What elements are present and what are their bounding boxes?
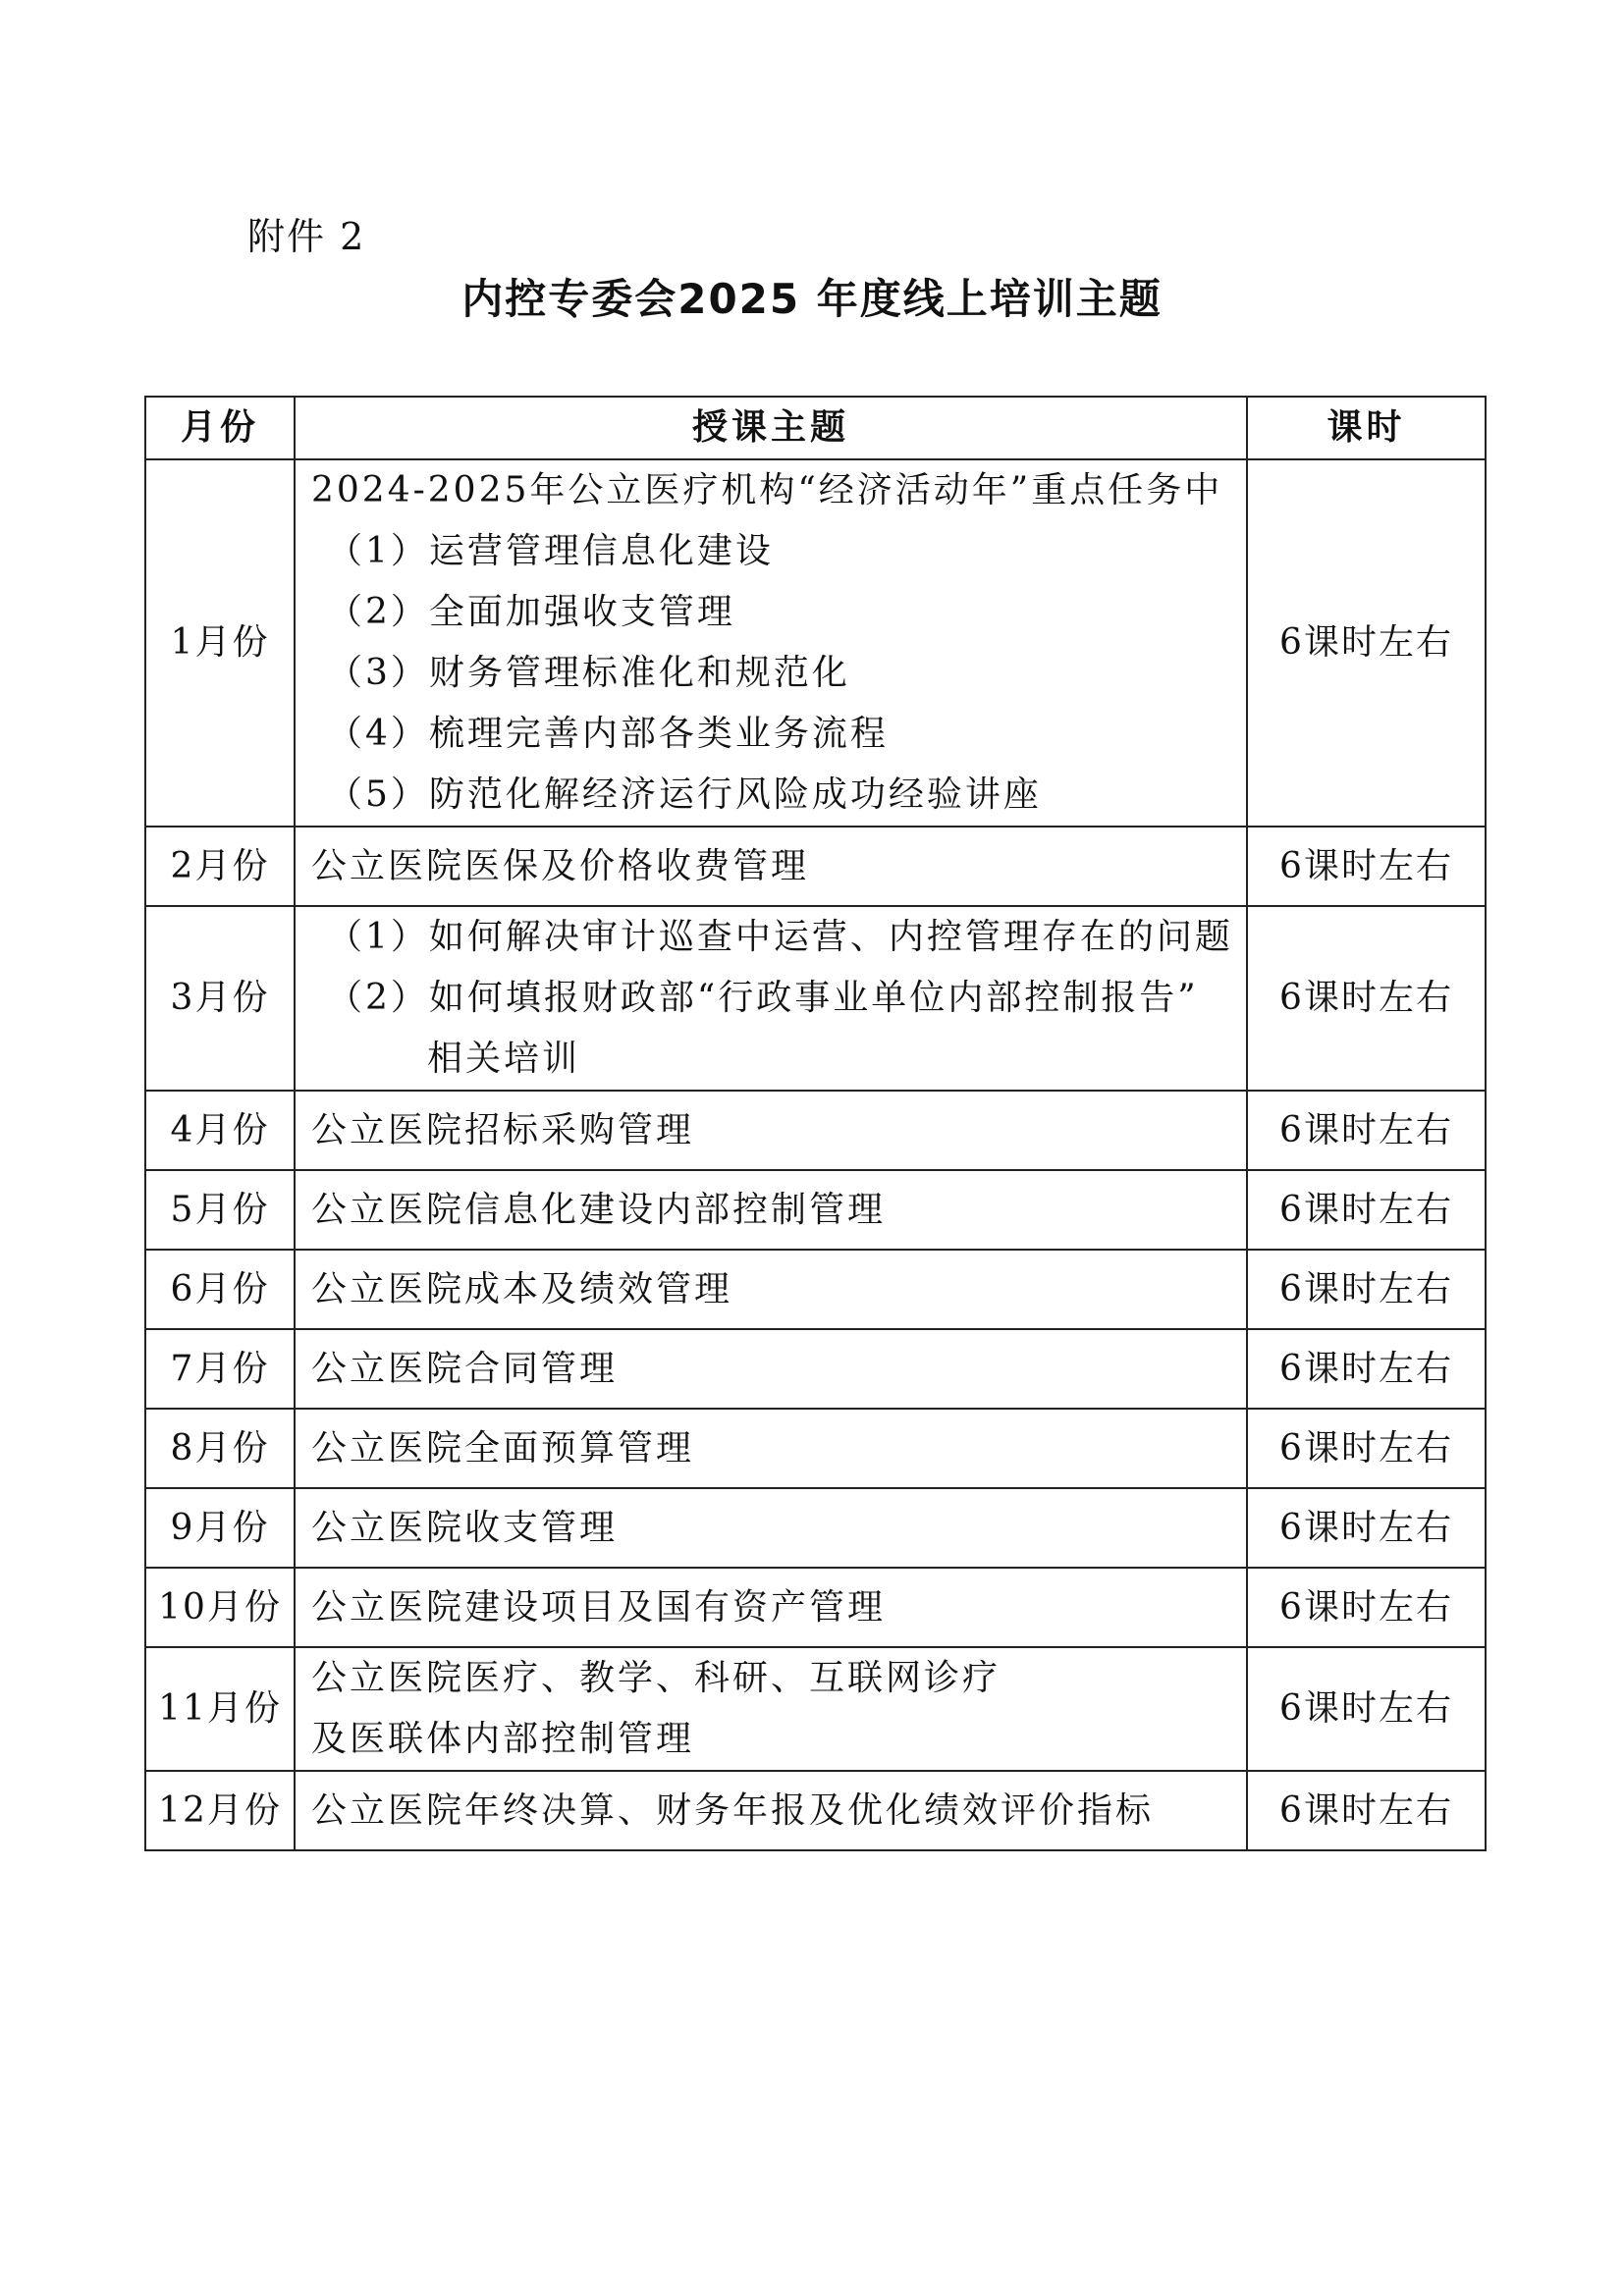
topic-line: 公立医院招标采购管理	[311, 1109, 695, 1150]
table-row	[145, 1647, 1486, 1771]
topic-line: 公立医院医保及价格收费管理	[311, 845, 810, 886]
topic-cell	[295, 1329, 1247, 1409]
month-cell: 12月份	[145, 1771, 295, 1850]
topic-line: （4）梳理完善内部各类业务流程	[327, 714, 889, 754]
topic-cell	[295, 1647, 1247, 1771]
topic-cell	[295, 1250, 1247, 1329]
table-header-row	[145, 397, 1486, 459]
month-cell: 2月份	[145, 827, 295, 906]
topic-cell	[295, 906, 1247, 1091]
topic-line: 公立医院全面预算管理	[311, 1427, 695, 1468]
month-cell: 6月份	[145, 1250, 295, 1329]
month-cell: 5月份	[145, 1170, 295, 1250]
topic-line: （5）防范化解经济运行风险成功经验讲座	[327, 774, 1042, 815]
hours-cell: 6课时左右	[1247, 1568, 1486, 1647]
hours-cell: 6课时左右	[1247, 1409, 1486, 1488]
table-row	[145, 459, 1486, 827]
topic-cell	[295, 1568, 1247, 1647]
table-row	[145, 1488, 1486, 1568]
month-cell: 1月份	[145, 459, 295, 827]
topic-line: 及医联体内部控制管理	[311, 1719, 695, 1759]
topic-line: 公立医院信息化建设内部控制管理	[311, 1189, 887, 1230]
table-row	[145, 1568, 1486, 1647]
topic-cell	[295, 459, 1247, 827]
hours-cell: 6课时左右	[1247, 1771, 1486, 1850]
topic-line: （3）财务管理标准化和规范化	[327, 653, 850, 693]
attachment-label: 附件 2	[247, 215, 366, 258]
hours-cell: 6课时左右	[1247, 906, 1486, 1091]
table-row	[145, 1329, 1486, 1409]
training-schedule-table	[144, 396, 1487, 1851]
table-row	[145, 1091, 1486, 1170]
table-row	[145, 827, 1486, 906]
topic-line: （2）如何填报财政部“行政事业单位内部控制报告”	[327, 978, 1199, 1018]
month-cell: 11月份	[145, 1647, 295, 1771]
hours-cell: 6课时左右	[1247, 1329, 1486, 1409]
hours-cell: 6课时左右	[1247, 827, 1486, 906]
hours-cell: 6课时左右	[1247, 459, 1486, 827]
topic-line: （2）全面加强收支管理	[327, 592, 735, 632]
hours-cell: 6课时左右	[1247, 1250, 1486, 1329]
month-cell: 9月份	[145, 1488, 295, 1568]
topic-line: （1）运营管理信息化建设	[327, 531, 774, 571]
table-row	[145, 906, 1486, 1091]
topic-line: 公立医院建设项目及国有资产管理	[311, 1586, 887, 1628]
topic-cell	[295, 1409, 1247, 1488]
topic-cell	[295, 827, 1247, 906]
topic-line: 2024-2025年公立医疗机构“经济活动年”重点任务中	[311, 470, 1223, 510]
month-cell: 7月份	[145, 1329, 295, 1409]
topic-line: 公立医院医疗、教学、科研、互联网诊疗	[311, 1658, 1001, 1698]
table-row	[145, 1771, 1486, 1850]
topic-line: 公立医院年终决算、财务年报及优化绩效评价指标	[311, 1789, 1155, 1831]
hours-cell: 6课时左右	[1247, 1091, 1486, 1170]
topic-cell	[295, 1771, 1247, 1850]
hours-cell: 6课时左右	[1247, 1647, 1486, 1771]
page-title: 内控专委会2025 年度线上培训主题	[461, 275, 1163, 323]
month-cell: 3月份	[145, 906, 295, 1091]
hours-cell: 6课时左右	[1247, 1488, 1486, 1568]
hours-cell: 6课时左右	[1247, 1170, 1486, 1250]
topic-line: （1）如何解决审计巡查中运营、内控管理存在的问题	[327, 917, 1233, 957]
topic-line: 公立医院成本及绩效管理	[311, 1268, 733, 1309]
topic-line: 公立医院合同管理	[311, 1348, 619, 1389]
header-month: 月份	[145, 397, 295, 459]
month-cell: 4月份	[145, 1091, 295, 1170]
topic-cell	[295, 1488, 1247, 1568]
month-cell: 8月份	[145, 1409, 295, 1488]
topic-line: 相关培训	[427, 1039, 581, 1079]
header-hours: 课时	[1247, 397, 1486, 459]
topic-line: 公立医院收支管理	[311, 1507, 619, 1548]
table-row	[145, 1250, 1486, 1329]
month-cell: 10月份	[145, 1568, 295, 1647]
table-row	[145, 1409, 1486, 1488]
header-topic: 授课主题	[295, 397, 1247, 459]
topic-cell	[295, 1170, 1247, 1250]
topic-cell	[295, 1091, 1247, 1170]
table-row	[145, 1170, 1486, 1250]
